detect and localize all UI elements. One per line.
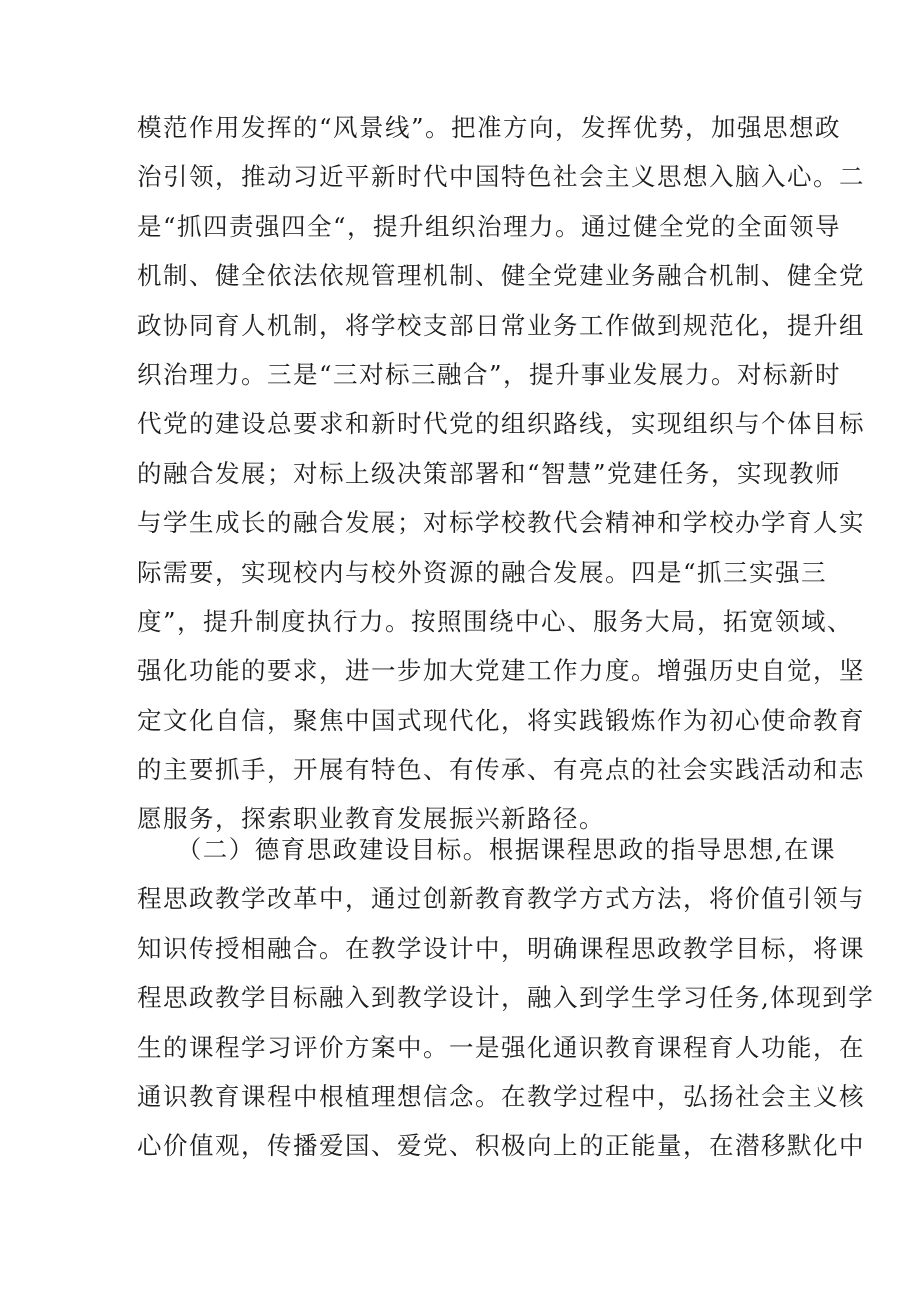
text-line: 的主要抓手，开展有特色、有传承、有亮点的社会实践活动和志 [137, 755, 865, 785]
text-line: 程思政教学目标融入到教学设计，融入到学生学习任务,体现到学 [137, 983, 875, 1013]
text-line: 通识教育课程中根植理想信念。在教学过程中，弘扬社会主义核 [137, 1081, 865, 1111]
text-line: 心价值观，传播爱国、爱党、积极向上的正能量，在潜移默化中 [137, 1131, 865, 1161]
text-line: （二）德育思政建设目标。根据课程思政的指导思想,在课 [137, 835, 837, 864]
paragraph-2 [137, 825, 875, 1171]
text-line: 强化功能的要求，进一步加大党建工作力度。增强历史自觉，坚 [137, 656, 865, 686]
text-line: 际需要，实现校内与校外资源的融合发展。四是“抓三实强三 [137, 557, 828, 587]
text-line: 定文化自信，聚焦中国式现代化，将实践锻炼作为初心使命教育 [137, 705, 865, 735]
text-line: 生的课程学习评价方案中。一是强化通识教育课程育人功能，在 [137, 1032, 865, 1062]
text-line: 愿服务，探索职业教育发展振兴新路径。 [137, 804, 605, 834]
text-line: 是“抓四责强四全“，提升组织治理力。通过健全党的全面领导 [137, 211, 842, 241]
text-line: 与学生成长的融合发展；对标学校教代会精神和学校办学育人实 [137, 508, 865, 538]
paragraph-1 [137, 103, 865, 844]
text-line: 机制、健全依法依规管理机制、健全党建业务融合机制、健全党 [137, 261, 865, 291]
text-line: 的融合发展；对标上级决策部署和“智慧”党建任务，实现教师 [137, 458, 842, 488]
text-line: 政协同育人机制，将学校支部日常业务工作做到规范化，提升组 [137, 310, 865, 340]
text-line: 度”，提升制度执行力。按照围绕中心、服务大局，拓宽领域、 [137, 606, 854, 636]
text-line: 治引领，推动习近平新时代中国特色社会主义思想入脑入心。二 [137, 162, 865, 192]
text-line: 知识传授相融合。在教学设计中，明确课程思政教学目标，将课 [137, 933, 865, 963]
text-line: 程思政教学改革中，通过创新教育教学方式方法，将价值引领与 [137, 884, 865, 914]
text-line: 代党的建设总要求和新时代党的组织路线，实现组织与个体目标 [137, 409, 865, 439]
text-line: 织治理力。三是“三对标三融合”，提升事业发展力。对标新时 [137, 359, 842, 389]
text-line: 模范作用发挥的“风景线”。把准方向，发挥优势，加强思想政 [137, 113, 842, 142]
